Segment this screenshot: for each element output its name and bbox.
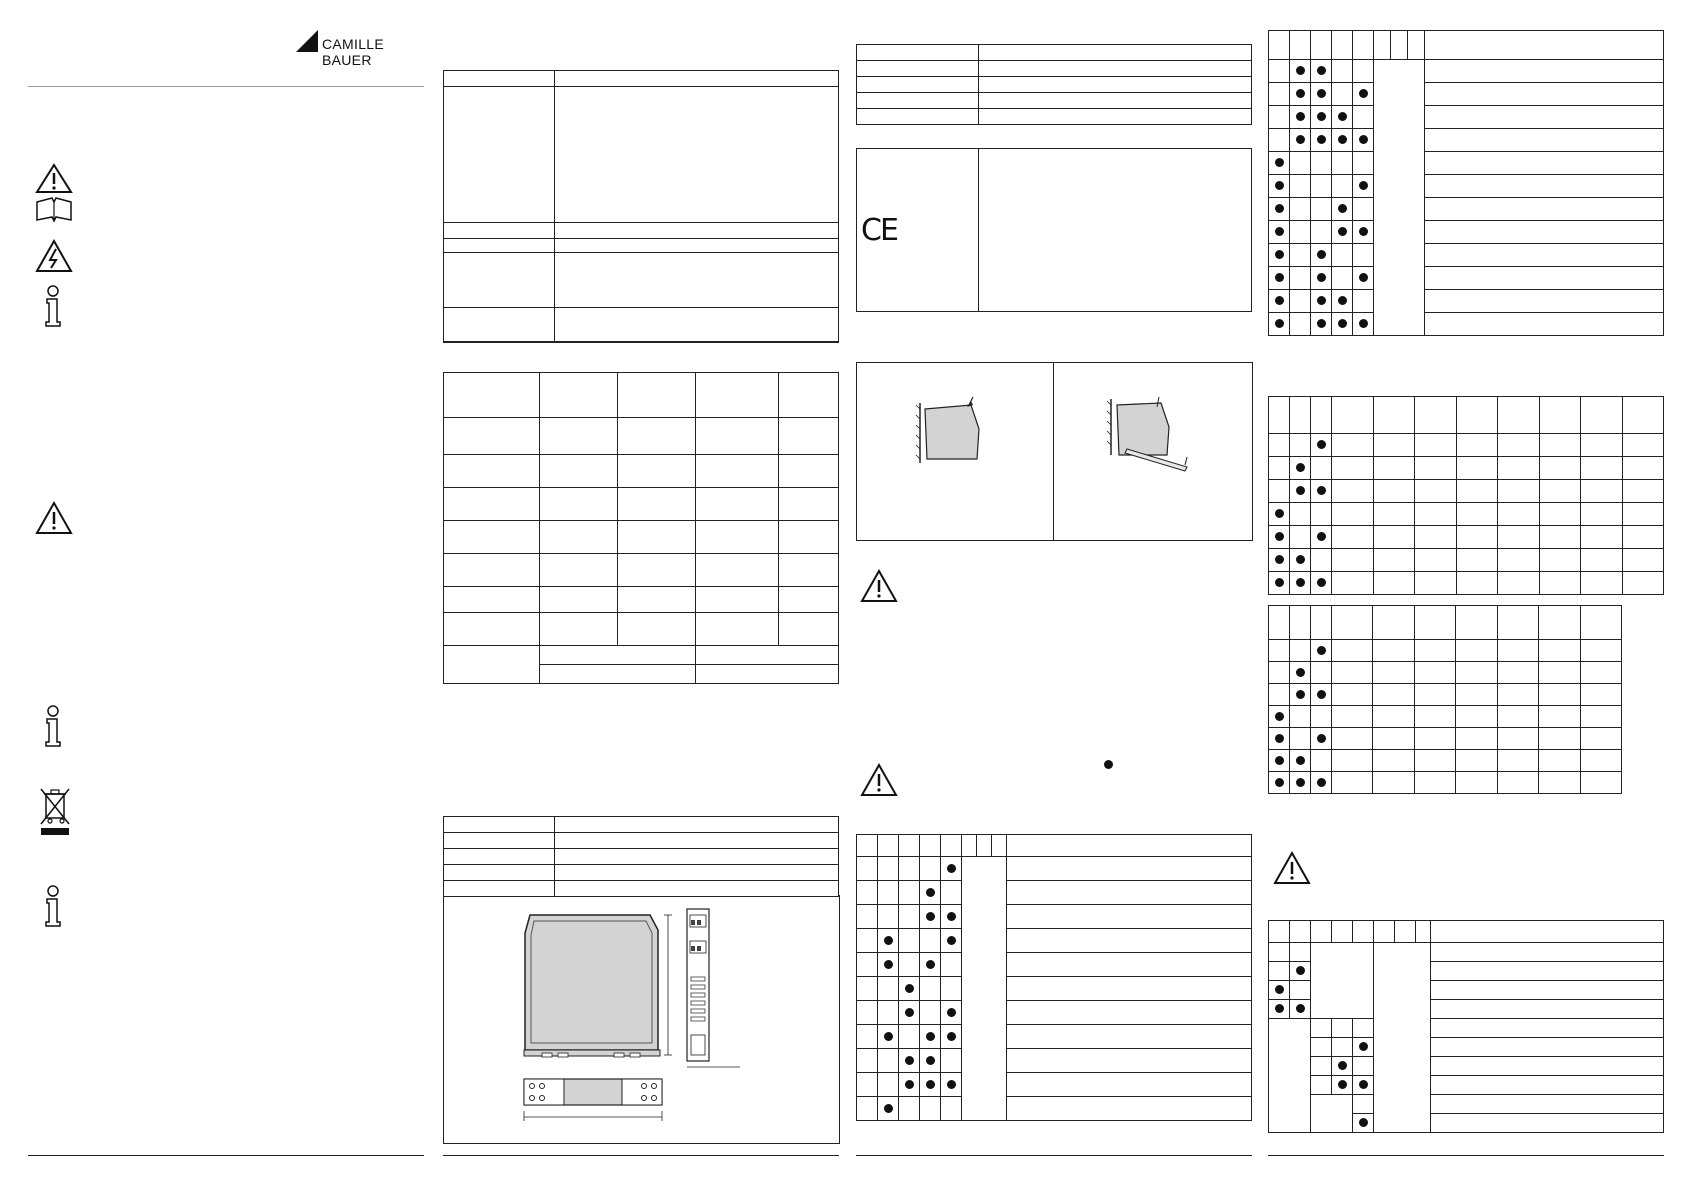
footer-rule	[443, 1155, 839, 1156]
switch-on-dot	[1296, 463, 1305, 472]
switch-on-dot	[1317, 296, 1326, 305]
info-icon	[40, 284, 66, 328]
switch-on-dot	[1317, 319, 1326, 328]
switch-on-dot	[1275, 181, 1284, 190]
switch-on-dot	[1338, 227, 1347, 236]
switch-on-dot	[926, 1056, 935, 1065]
switch-on-dot	[1275, 509, 1284, 518]
table-row	[1269, 221, 1664, 244]
switch-on-dot	[1359, 319, 1368, 328]
table-row	[1269, 129, 1664, 152]
table-row	[1269, 1057, 1664, 1076]
switch-on-dot	[1338, 135, 1347, 144]
switch-on-dot	[1296, 668, 1305, 677]
switch-on-dot	[1359, 135, 1368, 144]
switch-on-dot	[1359, 89, 1368, 98]
switch-on-dot	[1296, 578, 1305, 587]
switch-on-dot	[1296, 756, 1305, 765]
dip-switch-table-range-2	[1268, 605, 1622, 794]
table-row	[1269, 662, 1622, 684]
housing-dimension-drawing	[510, 905, 770, 1135]
info-icon	[40, 884, 66, 928]
switch-on-dot	[1275, 555, 1284, 564]
table-row	[1269, 1095, 1664, 1114]
switch-on-dot	[1275, 1004, 1284, 1013]
table-row	[1269, 684, 1622, 706]
switch-on-dot	[1317, 486, 1326, 495]
table-row	[1269, 313, 1664, 336]
table-row	[1269, 503, 1664, 526]
switch-on-dot	[926, 960, 935, 969]
switch-on-dot	[1296, 66, 1305, 75]
table-row	[1269, 526, 1664, 549]
switch-on-dot	[947, 936, 956, 945]
footer-rule	[28, 1155, 424, 1156]
table-row	[857, 857, 1252, 881]
table-row	[1269, 480, 1664, 503]
inline-bullet	[1104, 760, 1113, 769]
table-row	[1269, 1038, 1664, 1057]
switch-on-dot	[905, 1008, 914, 1017]
brand-name: CAMILLE BAUER	[322, 36, 385, 68]
switch-on-dot	[1275, 734, 1284, 743]
switch-on-dot	[1275, 578, 1284, 587]
switch-on-dot	[905, 1056, 914, 1065]
switch-on-dot	[1296, 486, 1305, 495]
switch-on-dot	[1317, 578, 1326, 587]
footer-rule	[856, 1155, 1252, 1156]
switch-on-dot	[1338, 1061, 1347, 1070]
footer-rule	[1268, 1155, 1664, 1156]
switch-on-dot	[1275, 756, 1284, 765]
table-row	[857, 977, 1252, 1001]
table-row	[1269, 152, 1664, 175]
switch-on-dot	[947, 1008, 956, 1017]
table-row	[1269, 457, 1664, 480]
switch-on-dot	[1359, 1042, 1368, 1051]
switch-on-dot	[1317, 532, 1326, 541]
warning-icon	[859, 762, 899, 798]
table-row	[1269, 198, 1664, 221]
switch-on-dot	[1317, 690, 1326, 699]
table-row	[857, 1001, 1252, 1025]
switch-on-dot	[1275, 985, 1284, 994]
switch-on-dot	[1338, 296, 1347, 305]
switch-on-dot	[1317, 66, 1326, 75]
table-row	[1269, 750, 1622, 772]
switch-on-dot	[1359, 227, 1368, 236]
standards-table	[856, 148, 1252, 312]
mechanical-data-table	[443, 816, 839, 897]
switch-on-dot	[1317, 89, 1326, 98]
switch-on-dot	[1317, 112, 1326, 121]
dip-switch-table-config	[1268, 920, 1664, 1130]
info-icon	[40, 704, 66, 748]
switch-on-dot	[926, 1032, 935, 1041]
switch-on-dot	[1338, 1080, 1347, 1089]
switch-on-dot	[1317, 250, 1326, 259]
switch-on-dot	[1296, 555, 1305, 564]
table-row	[1269, 1076, 1664, 1095]
switch-on-dot	[1296, 135, 1305, 144]
switch-on-dot	[947, 1080, 956, 1089]
switch-on-dot	[926, 888, 935, 897]
switch-on-dot	[905, 984, 914, 993]
switch-on-dot	[884, 936, 893, 945]
header-divider	[28, 86, 424, 87]
table-row	[1269, 772, 1622, 794]
switch-on-dot	[1359, 273, 1368, 282]
switch-on-dot	[1338, 319, 1347, 328]
table-row	[857, 953, 1252, 977]
table-row	[857, 929, 1252, 953]
switch-on-dot	[1275, 532, 1284, 541]
switch-on-dot	[1359, 181, 1368, 190]
switch-on-dot	[1296, 89, 1305, 98]
switch-on-dot	[1317, 778, 1326, 787]
ce-mark-icon: CE	[861, 212, 897, 248]
switch-on-dot	[1275, 712, 1284, 721]
dip-switch-table-range-1	[1268, 396, 1664, 595]
switch-on-dot	[1359, 1118, 1368, 1127]
switch-on-dot	[1275, 319, 1284, 328]
switch-on-dot	[1296, 112, 1305, 121]
table-row	[1269, 1019, 1664, 1038]
table-row	[1269, 549, 1664, 572]
switch-on-dot	[947, 912, 956, 921]
switch-on-dot	[1296, 690, 1305, 699]
switch-on-dot	[947, 864, 956, 873]
switch-on-dot	[926, 1080, 935, 1089]
high-voltage-warning-icon	[34, 238, 74, 274]
switch-on-dot	[1338, 204, 1347, 213]
table-row	[857, 1097, 1252, 1121]
table-row	[1269, 640, 1622, 662]
switch-on-dot	[1275, 158, 1284, 167]
switch-on-dot	[1296, 1004, 1305, 1013]
switch-on-dot	[1275, 227, 1284, 236]
warning-icon	[1272, 850, 1312, 886]
switch-on-dot	[1296, 778, 1305, 787]
table-row	[1269, 921, 1664, 943]
switch-on-dot	[1338, 112, 1347, 121]
switch-on-dot	[1317, 646, 1326, 655]
warning-icon	[34, 500, 74, 536]
switch-on-dot	[1275, 778, 1284, 787]
switch-on-dot	[1296, 966, 1305, 975]
din-rail-mount-drawing	[915, 395, 995, 465]
din-rail-removal-drawing	[1105, 395, 1205, 475]
switch-on-dot	[926, 912, 935, 921]
table-row	[1269, 267, 1664, 290]
table-row	[1269, 290, 1664, 313]
table-row	[1269, 706, 1622, 728]
table-row	[1269, 943, 1664, 962]
switch-on-dot	[1317, 440, 1326, 449]
table-row	[1269, 106, 1664, 129]
table-row	[857, 1025, 1252, 1049]
warning-read-manual-icon	[34, 162, 74, 224]
table-row	[1269, 244, 1664, 267]
switch-on-dot	[1275, 273, 1284, 282]
switch-on-dot	[1317, 273, 1326, 282]
table-row	[1269, 572, 1664, 595]
table-row	[1269, 60, 1664, 83]
logo-triangle-icon	[296, 30, 320, 54]
weee-disposal-icon	[38, 786, 74, 838]
switch-on-dot	[947, 1032, 956, 1041]
table-row	[1269, 434, 1664, 457]
table-row	[857, 1049, 1252, 1073]
switch-on-dot	[884, 1104, 893, 1113]
dip-switch-table-output	[856, 834, 1252, 1116]
switch-on-dot	[1317, 734, 1326, 743]
switch-on-dot	[1275, 296, 1284, 305]
switch-on-dot	[884, 960, 893, 969]
switch-on-dot	[1317, 135, 1326, 144]
switch-on-dot	[1275, 250, 1284, 259]
dip-switch-table-input	[1268, 30, 1664, 336]
switch-on-dot	[1359, 1080, 1368, 1089]
table-row	[1269, 175, 1664, 198]
table-row	[1269, 728, 1622, 750]
table-row	[857, 905, 1252, 929]
warning-icon	[859, 568, 899, 604]
specification-table	[443, 372, 839, 684]
switch-on-dot	[905, 1080, 914, 1089]
table-row	[857, 1073, 1252, 1097]
switch-on-dot	[1275, 204, 1284, 213]
table-row	[1269, 83, 1664, 106]
ambient-conditions-table	[856, 44, 1252, 125]
switch-on-dot	[884, 1032, 893, 1041]
table-row	[857, 881, 1252, 905]
brand-logo	[296, 30, 426, 68]
